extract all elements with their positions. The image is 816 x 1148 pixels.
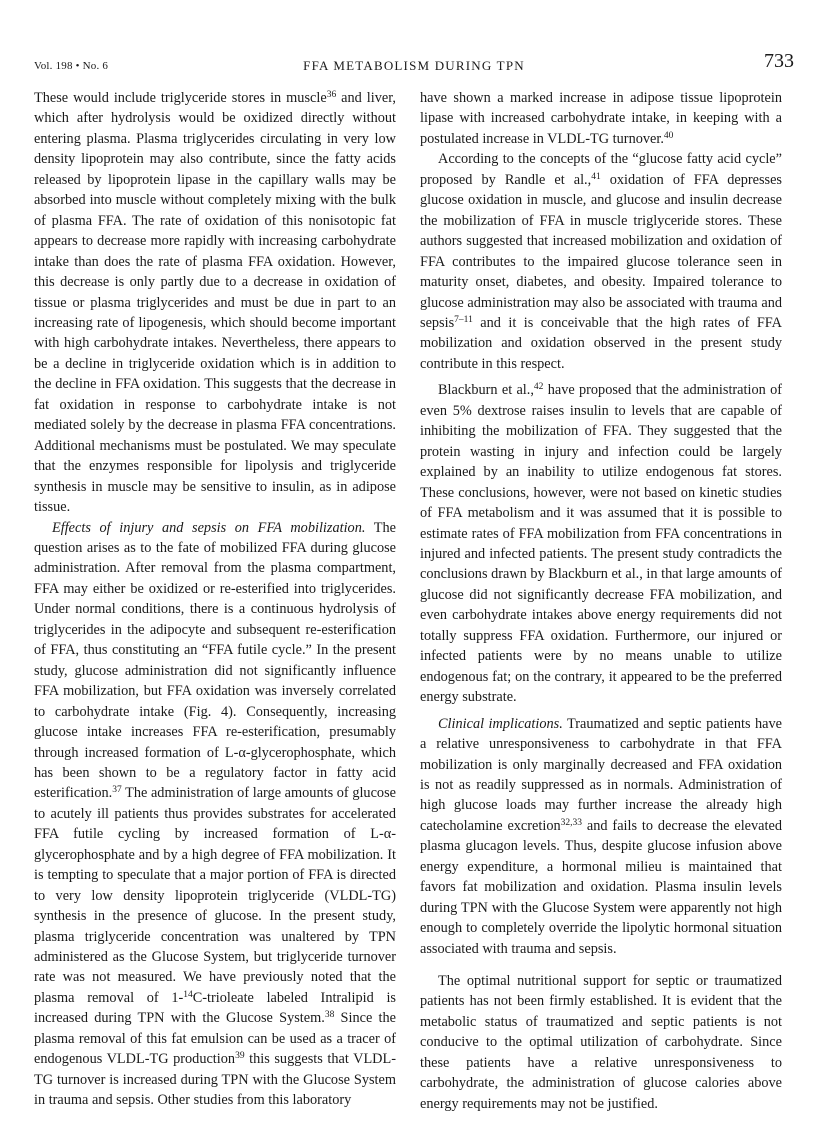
reference: 42 <box>533 382 544 393</box>
paragraph-injury-sepsis: Effects of injury and sepsis on FFA mobilization. The question arises as to the fate of mobilized FFA during glucose administration. After removal from the plasma compartment, FFA may either be oxidized or re-esterified into triglycerides. Under normal conditions, there is a continuous hydrolysis of triglycerides in the adipocyte and subsequent re-esterification of FFA, thus constituting an “FFA futile cycle.” In the present study, glucose administration did not significantly influence FFA mobilization, but FFA oxidation was inversely correlated to carbohydrate intake (Fig. 4). Consequently, increasing glucose intake increases FFA re-esterification, presumably through increased formation of L-α-glycerophosphate, which has been shown to be a regulatory factor in fatty acid esterification.$^{37}$ The administration of large amounts of glucose to acutely ill patients thus provides substrates for accelerated FFA futile cycling by increased formation of L-α-glycerophosphate and by a high degree of FFA mobilization. It is tempting to speculate that a major portion of FFA is directed to very low density lipoprotein triglyceride (VLDL-TG) synthesis in the presence of glucose. In the present study, plasma triglyceride concentration was unaltered by TPN administered as the Glucose System, but triglyceride turnover rate was not measured. We have previously noted that the plasma removal of 1-$^{14}$C-trioleate labeled Intralipid is increased during TPN with the Glucose System.$^{38}$ Since the plasma removal of this fat emulsion can be used as a tracer of endogenous VLDL-TG production$^{39}$ this suggests that VLDL-TG turnover is increased during TPN with the Glucose System in trauma and sepsis. Other studies from this laboratory <box>34 519 397 1109</box>
reference: 36 <box>326 90 337 100</box>
reference: 39 <box>235 1051 245 1062</box>
right-column <box>420 88 782 1114</box>
section-heading: Clinical implications. <box>438 715 563 732</box>
reference: 40 <box>663 130 674 141</box>
reference: 41 <box>591 171 601 182</box>
page-number: 733 <box>764 50 794 72</box>
paragraph-blackburn: Blackburn et al.,$^{42}$ have proposed that the administration of even 5% dextrose raises insulin to levels that are capable of inhibiting the mobilization of FFA. They suggested that the protein wasting in injury and infection could be largely explained by an inability to utilize endogenous fat stores. These conclusions, however, were not based on kinetic studies of FFA metabolism and it was assumed that it is possible to estimate rates of FFA mobilization from FFA concentrations in injured and infected patients. The present study contradicts the conclusions drawn by Blackburn et al., in that large amounts of glucose did not significantly decrease FFA mobilization, and even carbohydrate intakes above energy requirements did not totally suppress FFA oxidation. Furthermore, our injured or infected patients were by no means unable to utilize endogenous fat; on the contrary, it appeared to be the preferred energy substrate. <box>420 382 782 706</box>
paragraph-glucose-fatty-acid-cycle: According to the concepts of the “glucose fatty acid cycle” proposed by Randle et al.,$^{41}$ oxidation of FFA depresses glucose oxidation in muscle, and glucose and insulin decrease the mobilization of FFA in muscle triglyceride stores. These authors suggested that increased mobilization and oxidation of FFA contributes to the impaired glucose tolerance seen in maturity onset, diabetes, and obesity. Impaired tolerance to glucose administration may also be associated with trauma and sepsis$^{7-11}$ and it is conceivable that the high rates of FFA mobilization and oxidation observed in the present study contribute in this respect. <box>420 151 782 372</box>
section-heading: Effects of injury and sepsis on FFA mobilization. <box>52 519 366 536</box>
reference: 37 <box>112 785 122 796</box>
paragraph-optimal-support: The optimal nutritional support for septic or traumatized patients has not been firmly established. It is evident that the metabolic status of traumatized and septic patients is not conducive to the optimal utilization of carbohydrate. Since these patients have a relative unresponsiveness to carbohydrate, the administration of glucose calories above energy requirements may not be justified. <box>420 973 782 1112</box>
volume-issue: Vol. 198 • No. 6 <box>34 60 109 72</box>
running-title: FFA METABOLISM DURING TPN <box>303 58 525 73</box>
paragraph-clinical-implications: Clinical implications. Traumatized and septic patients have a relative unresponsiveness to carbohydrate in that FFA mobilization is only marginally decreased and FFA oxidation is not as readily suppressed as in normals. Administration of high glucose loads may further increase the already high catecholamine excretion$^{32,33}$ and fails to decrease the elevated plasma glucagon levels. Thus, despite glucose infusion above energy expenditure, a hormonal milieu is maintained that favors fat mobilization and oxidation. Plasma insulin levels during TPN with the Glucose System were apparently not high enough to completely override the lipolytic hormonal situation associated with trauma and sepsis. <box>420 715 783 957</box>
reference: 7–11 <box>454 314 473 325</box>
page-header <box>34 50 794 80</box>
paragraph-lipoprotein-lipase: have shown a marked increase in adipose tissue lipoprotein lipase with increased carbohydrate intake, in keeping with a postulated increase in VLDL-TG turnover.$^{40}$ <box>420 90 782 147</box>
reference: 38 <box>324 1010 335 1021</box>
isotope-superscript: 14 <box>183 989 193 1000</box>
reference: 32,33 <box>560 817 583 828</box>
left-column <box>34 88 396 1111</box>
paragraph-triglyceride-stores: These would include triglyceride stores in muscle$^{36}$ and liver, which after hydrolysis would be oxidized directly without entering plasma. Plasma triglycerides circulating in very low density lipoprotein may also contribute, since the fatty acids released by lipoprotein lipase in the capillary walls may be absorbed into muscle without completely mixing with the bulk of plasma FFA. The rate of oxidation of this nonisotopic fat appears to decrease more rapidly with increasing carbohydrate intake than does the rate of plasma FFA oxidation. However, this decrease is only partly due to a decrease in oxidation of tissue or plasma triglycerides and must be due in part to an increasing rate of lipogenesis, which should become important with high carbohydrate intakes. Nevertheless, there appears to be a decline in triglyceride oxidation which is in addition to the decline in FFA oxidation. This suggests that the decrease in fat oxidation in response to carbohydrate intake is not mediated solely by the decrease in plasma FFA concentrations. Additional mechanisms must be postulated. We may speculate that the enzymes responsible for lipolysis and triglyceride synthesis in muscle may be sensitive to insulin, as in adipose tissue. <box>34 90 396 516</box>
